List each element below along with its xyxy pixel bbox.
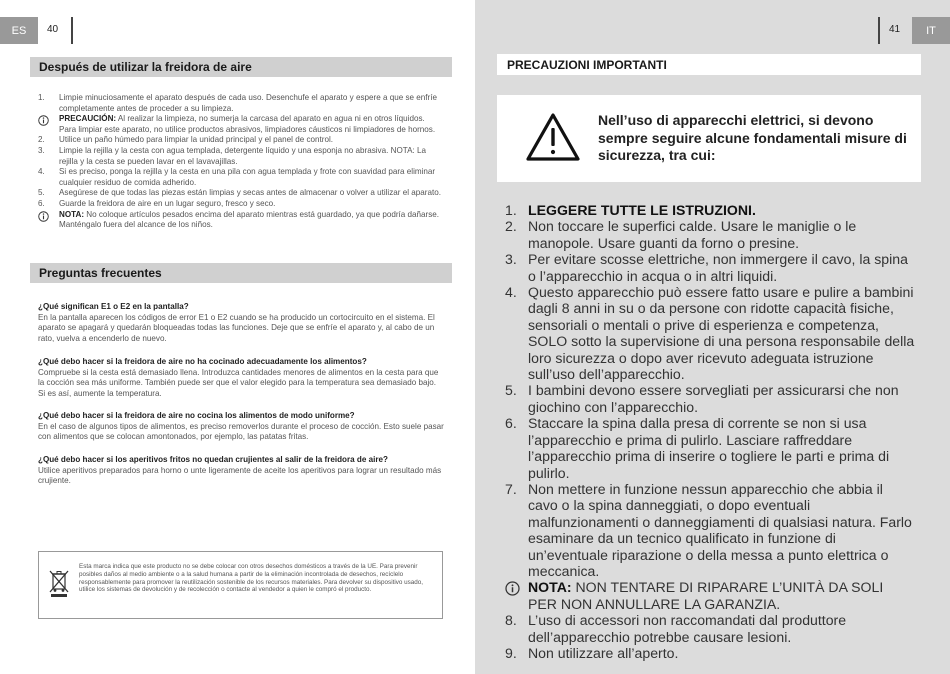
faq-answer: En el caso de algunos tipos de alimentos, es preciso removerlos durante el proceso de cocción. Esto suele pasar con alimentos que se colocan amontonados, por ejemplo, las patatas fritas. [38,421,444,442]
faq-item [38,357,444,399]
faq-answer: Utilice aperitivos preparados para horno o unte ligeramente de aceite los aperitivos para lograr un resultado más crujiente. [38,465,442,486]
faq-item [38,455,444,487]
language-tab-it: IT [912,17,950,44]
faq-question: ¿Qué significan E1 o E2 en la pantalla? [38,302,189,311]
list-item: NOTA: NON TENTARE DI RIPARARE L’UNITÀ DA SOLI PER NON ANNULLARE LA GARANZIA. [505,579,915,612]
recycling-text: Esta marca indica que este producto no se debe colocar con otros desechos domésticos a través de la UE. Para prevenir posibles daños al medio ambiente o a la salud humana a partir de la eliminación incontrolada de desechos, recíclelo responsablemente para promover la reutilización sostenible de los recursos materiales. Para devolver su dispositivo usado, utilice los sistemas de devolución y de recolección o contacte al vendedor a quien le compró el producto. [79,563,424,594]
list-item: 3. Per evitare scosse elettriche, non immergere il cavo, la spina o l’apparecchio in acqua o in altri liquidi. [505,251,908,284]
list-item: 3. Limpie la rejilla y la cesta con agua templada, detergente líquido y una esponja no abrasiva. NOTA: La rejilla y la cesta se pueden lavar en el lavavajillas. [38,145,426,166]
list-item: 2. Non toccare le superfici calde. Usare le maniglie o le manopole. Usare guanti da forno o presine. [505,218,857,251]
warning-box [497,95,921,182]
list-item: 6. Guarde la freidora de aire en un lugar seguro, fresco y seco. [38,198,276,208]
list-item: 5. I bambini devono essere sorvegliati per assicurarsi che non giochino con l’apparecchio. [505,382,899,415]
list-item: 2. Utilice un paño húmedo para limpiar la unidad principal y el panel de control. [38,135,334,145]
faq-question: ¿Qué debo hacer si la freidora de aire no cocina los alimentos de modo uniforme? [38,411,355,420]
cleaning-steps-list [38,93,444,231]
safety-rules-list [505,202,915,661]
list-item: 1. Limpie minuciosamente el aparato después de cada uso. Desenchufe el aparato y espere a que se enfríe completamente antes de proceder a su limpieza. [38,93,437,113]
faq-answer: Compruebe si la cesta está demasiado llena. Introduzca cantidades menores de alimentos en la cesta para que la cocción sea más uniforme. También puede ser que el valor elegido para la temperatura sea demasiado bajo. Si es así, aumente la temperatura. [38,367,439,398]
info-icon [38,210,59,231]
list-item: 6. Staccare la spina dalla presa di corrente se non si usa l’apparecchio e prima di pulirlo. Lasciare raffreddare l’apparecchio prima di inserire o togliere le parti e prima di pulirlo. [505,415,890,481]
list-item: 9. Non utilizzare all’aperto. [505,644,679,661]
language-tab-es: ES [0,17,38,44]
warning-triangle-icon [525,111,581,163]
list-item: 8. L’uso di accessori non raccomandati dal produttore dell’apparecchio potrebbe causare lesioni. [505,612,847,645]
info-icon [505,579,528,612]
faq-item [38,411,444,443]
right-page [475,0,950,674]
section-title-precautions: PRECAUZIONI IMPORTANTI [497,54,921,75]
section-title-after-use: Después de utilizar la freidora de aire [30,57,452,77]
header-divider [71,17,73,44]
warning-text: Nell’uso di apparecchi elettrici, si devono sempre seguire alcune fondamentali misure di sicurezza, tra cui: [598,112,907,163]
faq-item [38,302,444,344]
list-item: 7. Non mettere in funzione nessun apparecchio che abbia il cavo o la spina danneggiati, o dopo eventuali malfunzionamenti o danneggiamenti di qualsiasi natura. Farlo esaminare da un tecnico qualificato in funzione di un’eventuale riparazione o della messa a punto elettrica o meccanica. [505,480,912,579]
list-item: 1. LEGGERE TUTTE LE ISTRUZIONI. [505,202,756,218]
faq-question: ¿Qué debo hacer si los aperitivos fritos no quedan crujientes al salir de la freidora de aire? [38,455,388,464]
weee-recycling-notice [38,551,443,619]
info-icon [38,114,59,135]
page-number-right: 41 [889,24,901,35]
list-item: NOTA: No coloque artículos pesados encima del aparato mientras está guardado, ya que podría dañarse. Manténgalo fuera del alcance de los niños. [38,210,444,231]
header-divider [878,17,880,44]
crossed-bin-icon [49,570,69,598]
list-item: PRECAUCIÓN: Al realizar la limpieza, no sumerja la carcasa del aparato en agua ni en otros líquidos. Para limpiar este aparato, no utilice productos abrasivos, limpiadores cáusticos ni limpiadores de hornos. [38,114,444,135]
list-item: 4. Si es preciso, ponga la rejilla y la cesta en una pila con agua templada y frote con suavidad para eliminar cualquier residuo de comida adherido. [38,167,436,187]
faq-question: ¿Qué debo hacer si la freidora de aire no ha cocinado adecuadamente los alimentos? [38,357,367,366]
list-item: 4. Questo apparecchio può essere fatto usare e pulire a bambini dagli 8 anni in su o da persone con ridotte capacità fisiche, sensoriali o mentali o prive di esperienza e competenza, SOLO sotto la supervisione di una persona responsabile della loro sicurezza o dopo aver ricevuto adeguata istruzione sull’uso dell’apparecchio. [505,284,915,383]
list-item: 5. Asegúrese de que todas las piezas están limpias y secas antes de almacenar o volver a utilizar el aparato. [38,188,441,198]
page-number-left: 40 [47,24,59,35]
section-title-faq: Preguntas frecuentes [30,263,452,283]
faq-answer: En la pantalla aparecen los códigos de error E1 o E2 cuando se ha producido un cortocircuito en el sistema. El aparato se apagará y quedarán bloqueadas todas las funciones. Deje que se enfríe el aparato y, al cabo de un rato, vuelva a encenderlo de nuevo. [38,312,435,343]
